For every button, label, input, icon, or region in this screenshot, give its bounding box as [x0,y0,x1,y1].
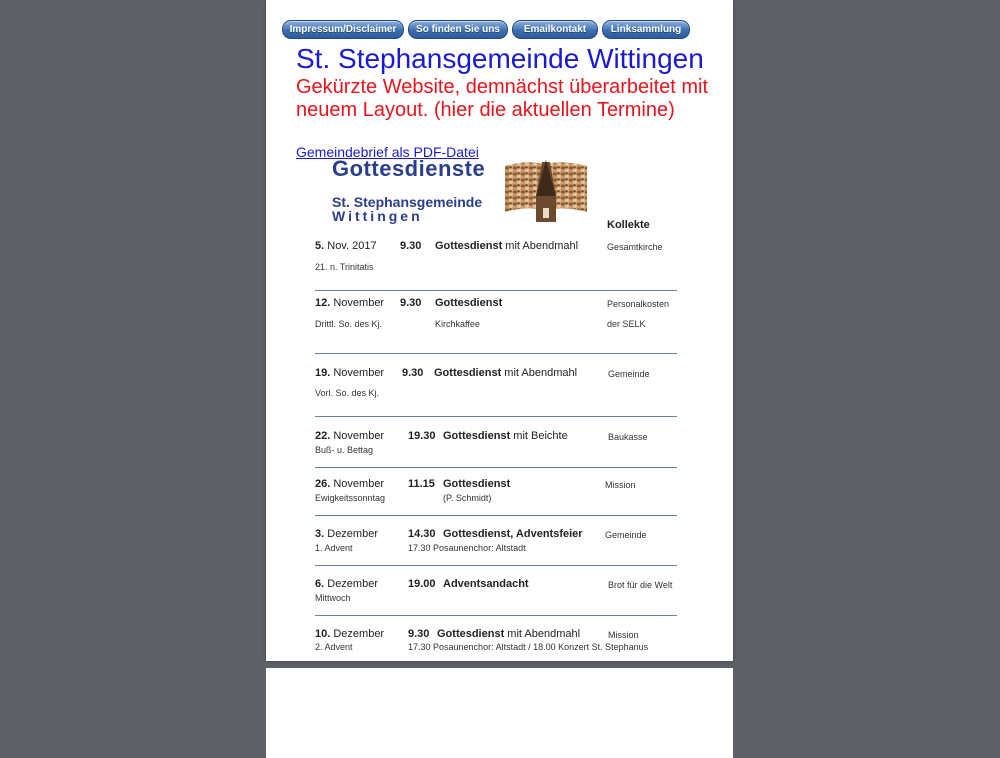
schedule-divider [315,290,677,291]
event-date-day: 19. [315,367,331,379]
event-collection: Mission [608,630,639,640]
parish-name: St. Stephansgemeinde [332,194,483,210]
nav-impressum-button[interactable]: Impressum/Disclaimer [282,20,404,39]
event-date-month: November [330,478,385,490]
event-date [315,297,384,309]
event-liturgical-day: 21. n. Trinitatis [315,262,374,272]
event-date-day: 10. [315,628,331,640]
schedule-divider [315,515,677,516]
event-date-day: 6. [315,578,325,590]
event-date-month: Dezember [330,628,385,640]
event-date-month: November [330,297,385,309]
event-collection: Personalkosten [607,299,670,309]
event-service [435,297,502,309]
event-date-day: 5. [315,240,325,252]
page-content [266,0,733,661]
event-time: 19.00 [408,578,436,590]
event-service-type: Gottesdienst, Adventsfeier [443,528,583,540]
event-collection: Gemeinde [608,369,650,379]
event-service-type: Gottesdienst [443,478,511,490]
event-date [315,240,377,252]
event-service-type: Gottesdienst [443,430,511,442]
service-schedule [266,0,733,661]
event-date-month: Nov. 2017 [324,240,377,252]
event-service-type: Gottesdienst [435,240,503,252]
event-date-day: 22. [315,430,331,442]
event-service [435,240,578,252]
page-subtitle: Gekürzte Website, demnächst überarbeitet mit neuem Layout. (hier die aktuellen Termine) [296,76,709,121]
event-service-type: Gottesdienst [437,628,505,640]
event-service [443,578,529,590]
schedule-divider [315,416,677,417]
event-time: 9.30 [408,628,430,640]
nav-email-button[interactable]: Emailkontakt [512,20,598,39]
schedule-divider [315,467,677,468]
event-collection: Gemeinde [605,530,647,540]
nav-directions-button[interactable]: So finden Sie uns [408,20,508,39]
event-liturgical-day: Mittwoch [315,593,351,603]
parish-town: Wittingen [332,208,423,224]
event-date [315,578,378,590]
event-date-day: 3. [315,528,325,540]
event-collection: Brot für die Welt [608,580,673,590]
event-service [443,478,510,490]
schedule-divider [315,615,677,616]
event-service-type: Gottesdienst [435,297,503,309]
event-date-day: 12. [315,297,331,309]
event-service-extra: mit Abendmahl [502,240,579,252]
event-date [315,430,384,442]
event-liturgical-day: Ewigkeitssonntag [315,493,386,503]
event-time: 9.30 [402,367,424,379]
event-detail: 17.30 Posaunenchor: Altstadt [408,543,526,553]
event-service-extra: mit Beichte [510,430,568,442]
event-date-month: Dezember [324,528,378,540]
schedule-divider [315,353,677,354]
event-liturgical-day: Drittl. So. des Kj. [315,319,383,329]
event-liturgical-day: Buß- u. Bettag [315,445,374,455]
event-date-month: November [330,430,385,442]
event-detail: 17.30 Posaunenchor: Altstadt / 18.00 Konzert St. Stephanus [408,642,649,652]
event-date [315,367,384,379]
event-collection: Baukasse [608,432,648,442]
page-title: St. Stephansgemeinde Wittingen [296,43,704,74]
event-time: 9.30 [400,297,422,309]
event-service [443,430,568,442]
event-service [434,367,577,379]
event-liturgical-day: 1. Advent [315,543,353,553]
event-time: 11.15 [408,478,435,490]
pdf-download-link[interactable]: Gemeindebrief als PDF-Datei [296,144,479,160]
event-service [443,528,583,540]
next-page [266,668,733,758]
event-time: 9.30 [400,240,422,252]
event-time: 19.30 [408,430,436,442]
event-detail: Kirchkaffee [435,319,480,329]
event-detail: (P. Schmidt) [443,493,492,503]
event-collection-line2: der SELK [607,319,646,329]
event-collection: Gesamtkirche [607,242,663,252]
event-service-extra: mit Abendmahl [501,367,578,379]
event-time: 14.30 [408,528,436,540]
event-service-extra: mit Abendmahl [504,628,581,640]
event-date [315,528,378,540]
collection-column-header: Kollekte [607,219,650,231]
event-date-day: 26. [315,478,331,490]
event-date-month: November [330,367,385,379]
schedule-divider [315,565,677,566]
services-heading: Gottesdienste [332,156,486,181]
event-liturgical-day: 2. Advent [315,642,353,652]
event-liturgical-day: Vorl. So. des Kj. [315,388,380,398]
event-date [315,628,384,640]
event-date [315,478,384,490]
event-date-month: Dezember [324,578,378,590]
event-service-type: Gottesdienst [434,367,502,379]
event-collection: Mission [605,480,636,490]
event-service [437,628,580,640]
event-service-type: Adventsandacht [443,578,529,590]
nav-links-button[interactable]: Linksammlung [602,20,690,39]
